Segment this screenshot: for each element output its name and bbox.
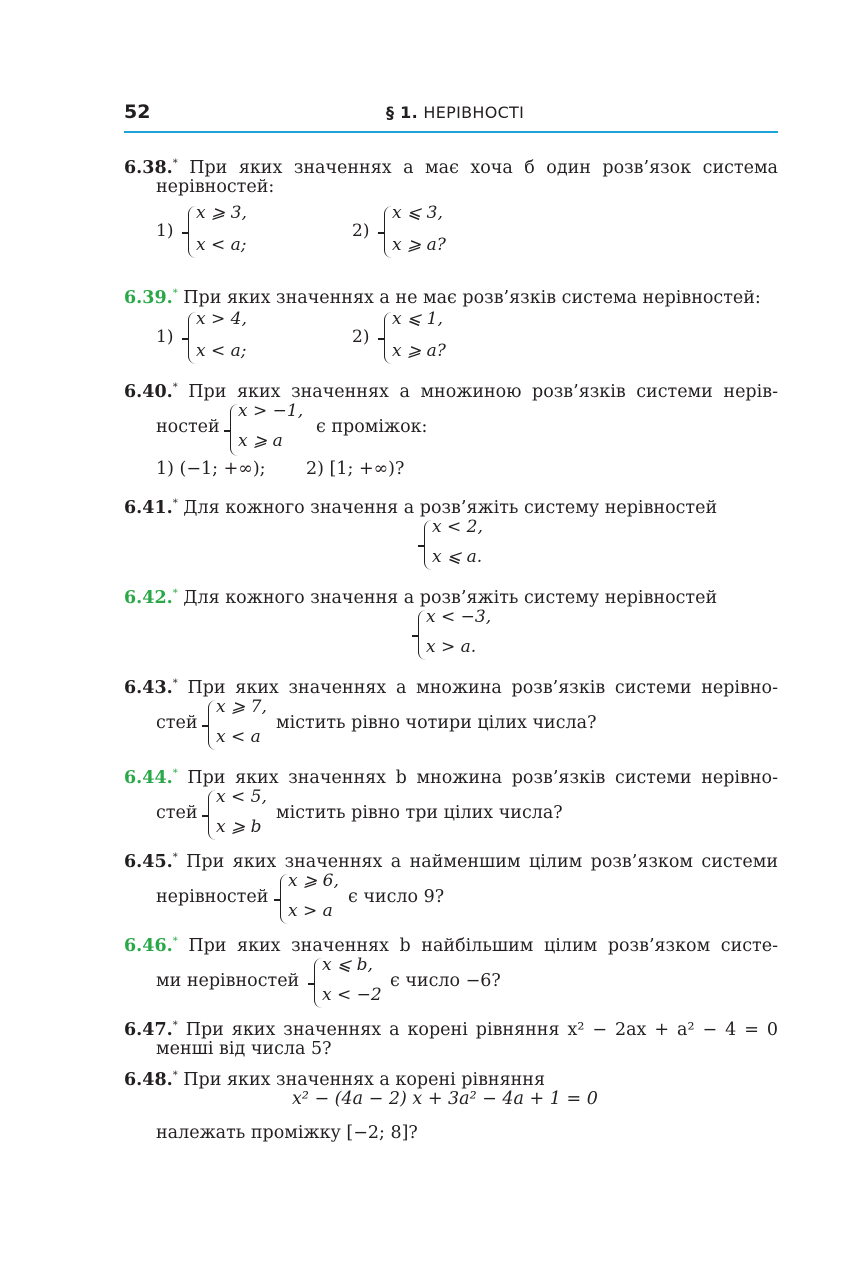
inequality: x < 5,	[216, 787, 267, 807]
system-1	[156, 308, 336, 368]
problem-statement: При яких значеннях a множиною розв’язків системи нерів-	[188, 382, 778, 402]
problem-6-47	[124, 1014, 778, 1062]
system	[204, 786, 274, 846]
option-2: 2) [1; +∞)?	[306, 459, 405, 479]
inequality: x > 4,	[196, 309, 247, 329]
inequality: x ⩾ 6,	[288, 871, 339, 891]
problem-number: 6.41.*	[124, 498, 178, 518]
problem-number: 6.42.*	[124, 588, 178, 608]
system	[420, 516, 500, 576]
inequality: x < −3,	[426, 607, 492, 627]
system-suffix: містить рівно три цілих числа?	[276, 803, 563, 823]
system	[226, 400, 306, 460]
system	[276, 870, 346, 930]
problem-statement: При яких значеннях b множина розв’язків системи нерівно-	[187, 768, 778, 788]
problem-text	[124, 282, 761, 310]
inequality: x > −1,	[238, 401, 304, 421]
problem-statement: При яких значеннях a найменшим цілим розв’язком системи	[186, 852, 778, 872]
inequality: x ⩾ a?	[392, 235, 446, 255]
inequality: x > a.	[426, 637, 477, 657]
system-label: 1)	[156, 327, 174, 347]
system-prefix: ностей	[156, 417, 220, 437]
problem-number: 6.43.*	[124, 678, 178, 698]
page-header	[124, 99, 778, 133]
problem-6-48	[124, 1064, 778, 1148]
inequality: x ⩾ b	[216, 817, 262, 837]
system-1	[156, 202, 336, 262]
system	[414, 606, 504, 666]
inequality: x < a;	[196, 341, 247, 361]
inequality: x ⩽ b,	[322, 955, 373, 975]
problem-6-44	[124, 762, 778, 842]
system	[204, 696, 274, 756]
section-name: НЕРІВНОСТІ	[423, 103, 525, 122]
section-mark: § 1.	[386, 103, 418, 122]
problem-6-39	[124, 282, 778, 364]
inequality: x < 2,	[432, 517, 483, 537]
system-prefix: стей	[156, 713, 198, 733]
inequality: x ⩽ 3,	[392, 203, 443, 223]
system-suffix: є число 9?	[348, 887, 445, 907]
system-suffix: є число −6?	[390, 971, 501, 991]
system-prefix: нерівностей	[156, 887, 269, 907]
problem-number: 6.44.*	[124, 768, 178, 788]
problem-statement: При яких значеннях b найбільшим цілим розв’язком систе-	[188, 936, 778, 956]
inequality: x < a	[216, 727, 261, 747]
inequality: x ⩾ 7,	[216, 697, 267, 717]
problem-statement: При яких значеннях a має хоча б один розв’язок система	[189, 158, 778, 178]
problem-statement: При яких значеннях a множина розв’язків системи нерівно-	[187, 678, 778, 698]
problem-text	[124, 376, 778, 404]
system-label: 1)	[156, 221, 174, 241]
problem-statement: При яких значеннях a корені рівняння	[183, 1070, 546, 1090]
system-suffix: містить рівно чотири цілих числа?	[276, 713, 597, 733]
option-1: 1) (−1; +∞);	[156, 459, 266, 479]
system-2	[352, 202, 532, 262]
problem-text-cont: нерівностей:	[156, 177, 275, 197]
problem-6-45	[124, 846, 778, 926]
problem-6-46	[124, 930, 778, 1010]
inequality: x ⩾ a	[238, 431, 283, 451]
inequality: x < a;	[196, 235, 247, 255]
inequality: x ⩽ 1,	[392, 309, 443, 329]
system-prefix: стей	[156, 803, 198, 823]
problem-statement: Для кожного значення a розв’яжіть систему нерівностей	[183, 498, 718, 518]
system-label: 2)	[352, 327, 370, 347]
page-number: 52	[124, 101, 151, 123]
problem-text-cont: менші від числа 5?	[156, 1039, 332, 1059]
system-label: 2)	[352, 221, 370, 241]
problem-6-38	[124, 152, 778, 262]
section-title	[386, 103, 524, 122]
problem-number: 6.39.*	[124, 288, 178, 308]
system-2	[352, 308, 532, 368]
problem-number: 6.45.*	[124, 852, 178, 872]
problem-number: 6.40.*	[124, 382, 178, 402]
problem-6-43	[124, 672, 778, 752]
equation: x² − (4a − 2) x + 3a² − 4a + 1 = 0	[292, 1089, 598, 1109]
problem-statement: Для кожного значення a розв’яжіть систему нерівностей	[183, 588, 718, 608]
problem-number: 6.48.*	[124, 1070, 178, 1090]
inequality: x ⩽ a.	[432, 547, 483, 567]
problem-number: 6.46.*	[124, 936, 178, 956]
inequality: x < −2	[322, 985, 382, 1005]
inequality: x ⩾ 3,	[196, 203, 247, 223]
inequality: x > a	[288, 901, 333, 921]
problem-number: 6.47.*	[124, 1020, 178, 1040]
problem-text	[124, 846, 778, 874]
problem-number: 6.38.*	[124, 158, 178, 178]
problem-6-41	[124, 492, 778, 574]
problem-6-42	[124, 582, 778, 664]
problem-text-cont: належать проміжку [−2; 8]?	[156, 1123, 418, 1143]
problem-text	[124, 930, 778, 958]
system-prefix: ми нерівностей	[156, 971, 300, 991]
problem-statement: При яких значеннях a корені рівняння x² − 2ax + a² − 4 = 0	[185, 1020, 778, 1040]
system-suffix: є проміжок:	[316, 417, 428, 437]
inequality: x ⩾ a?	[392, 341, 446, 361]
problem-statement: При яких значеннях a не має розв’язків система нерівностей:	[183, 288, 761, 308]
system	[310, 954, 390, 1014]
problem-6-40	[124, 376, 778, 486]
